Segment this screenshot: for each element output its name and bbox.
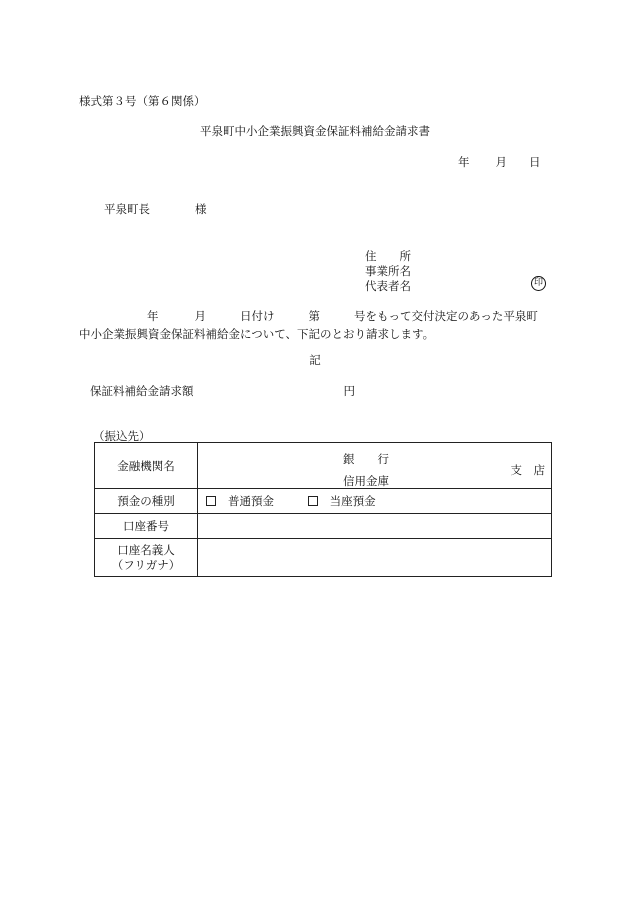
bank-label: 銀 行 xyxy=(343,452,389,466)
table-row xyxy=(95,539,552,577)
body-day-dated: 日付け xyxy=(240,309,275,323)
date-line xyxy=(458,157,541,169)
body-line1-tail: 号をもって交付決定のあった平泉町 xyxy=(354,309,538,323)
request-line-1 xyxy=(79,307,553,325)
branch-label: 支 店 xyxy=(510,463,545,477)
representative-label: 代表者名 xyxy=(365,279,411,293)
applicant-block xyxy=(365,249,411,294)
transfer-table xyxy=(94,442,552,577)
account-holder-label xyxy=(95,539,198,577)
amount-label: 保証料補給金請求額 xyxy=(90,384,194,398)
amount-row xyxy=(90,386,355,398)
current-checkbox[interactable] xyxy=(308,496,318,506)
institution-field[interactable] xyxy=(198,443,552,489)
shinkin-label: 信用金庫 xyxy=(343,474,389,488)
address-label: 住 所 xyxy=(365,249,411,263)
document-title: 平泉町中小企業振興資金保証料補給金請求書 xyxy=(200,124,430,138)
body-year: 年 xyxy=(147,309,159,323)
body-dai: 第 xyxy=(308,309,320,323)
account-holder-kana: （フリガナ） xyxy=(111,557,181,572)
ordinary-option-label: 普通預金 xyxy=(228,494,274,508)
account-holder-title: 口座名義人 xyxy=(117,542,175,557)
transfer-label: （振込先） xyxy=(93,429,151,443)
addressee xyxy=(104,204,207,216)
ki-heading: 記 xyxy=(309,353,321,367)
date-year: 年 xyxy=(458,155,470,169)
institution-label: 金融機関名 xyxy=(95,443,198,489)
amount-unit: 円 xyxy=(343,384,355,398)
date-month: 月 xyxy=(495,155,507,169)
request-line-2: 中小企業振興資金保証料補給金について、下記のとおり請求します。 xyxy=(79,327,435,341)
table-row xyxy=(95,443,552,489)
form-number: 様式第３号（第６関係） xyxy=(79,94,206,108)
body-month: 月 xyxy=(194,309,206,323)
request-body xyxy=(79,307,553,343)
table-row xyxy=(95,489,552,514)
seal-mark: 印 xyxy=(531,276,546,291)
addressee-name: 平泉町長 xyxy=(104,202,150,216)
account-number-field[interactable] xyxy=(198,514,552,539)
account-type-label: 預金の種別 xyxy=(95,489,198,514)
ordinary-checkbox[interactable] xyxy=(206,496,216,506)
addressee-honorific: 様 xyxy=(195,202,207,216)
account-holder-field[interactable] xyxy=(198,539,552,577)
current-option-label: 当座預金 xyxy=(329,494,376,508)
date-day: 日 xyxy=(529,155,541,169)
office-name-label: 事業所名 xyxy=(365,264,411,278)
account-type-field xyxy=(198,489,552,514)
account-number-label: 口座番号 xyxy=(95,514,198,539)
table-row xyxy=(95,514,552,539)
